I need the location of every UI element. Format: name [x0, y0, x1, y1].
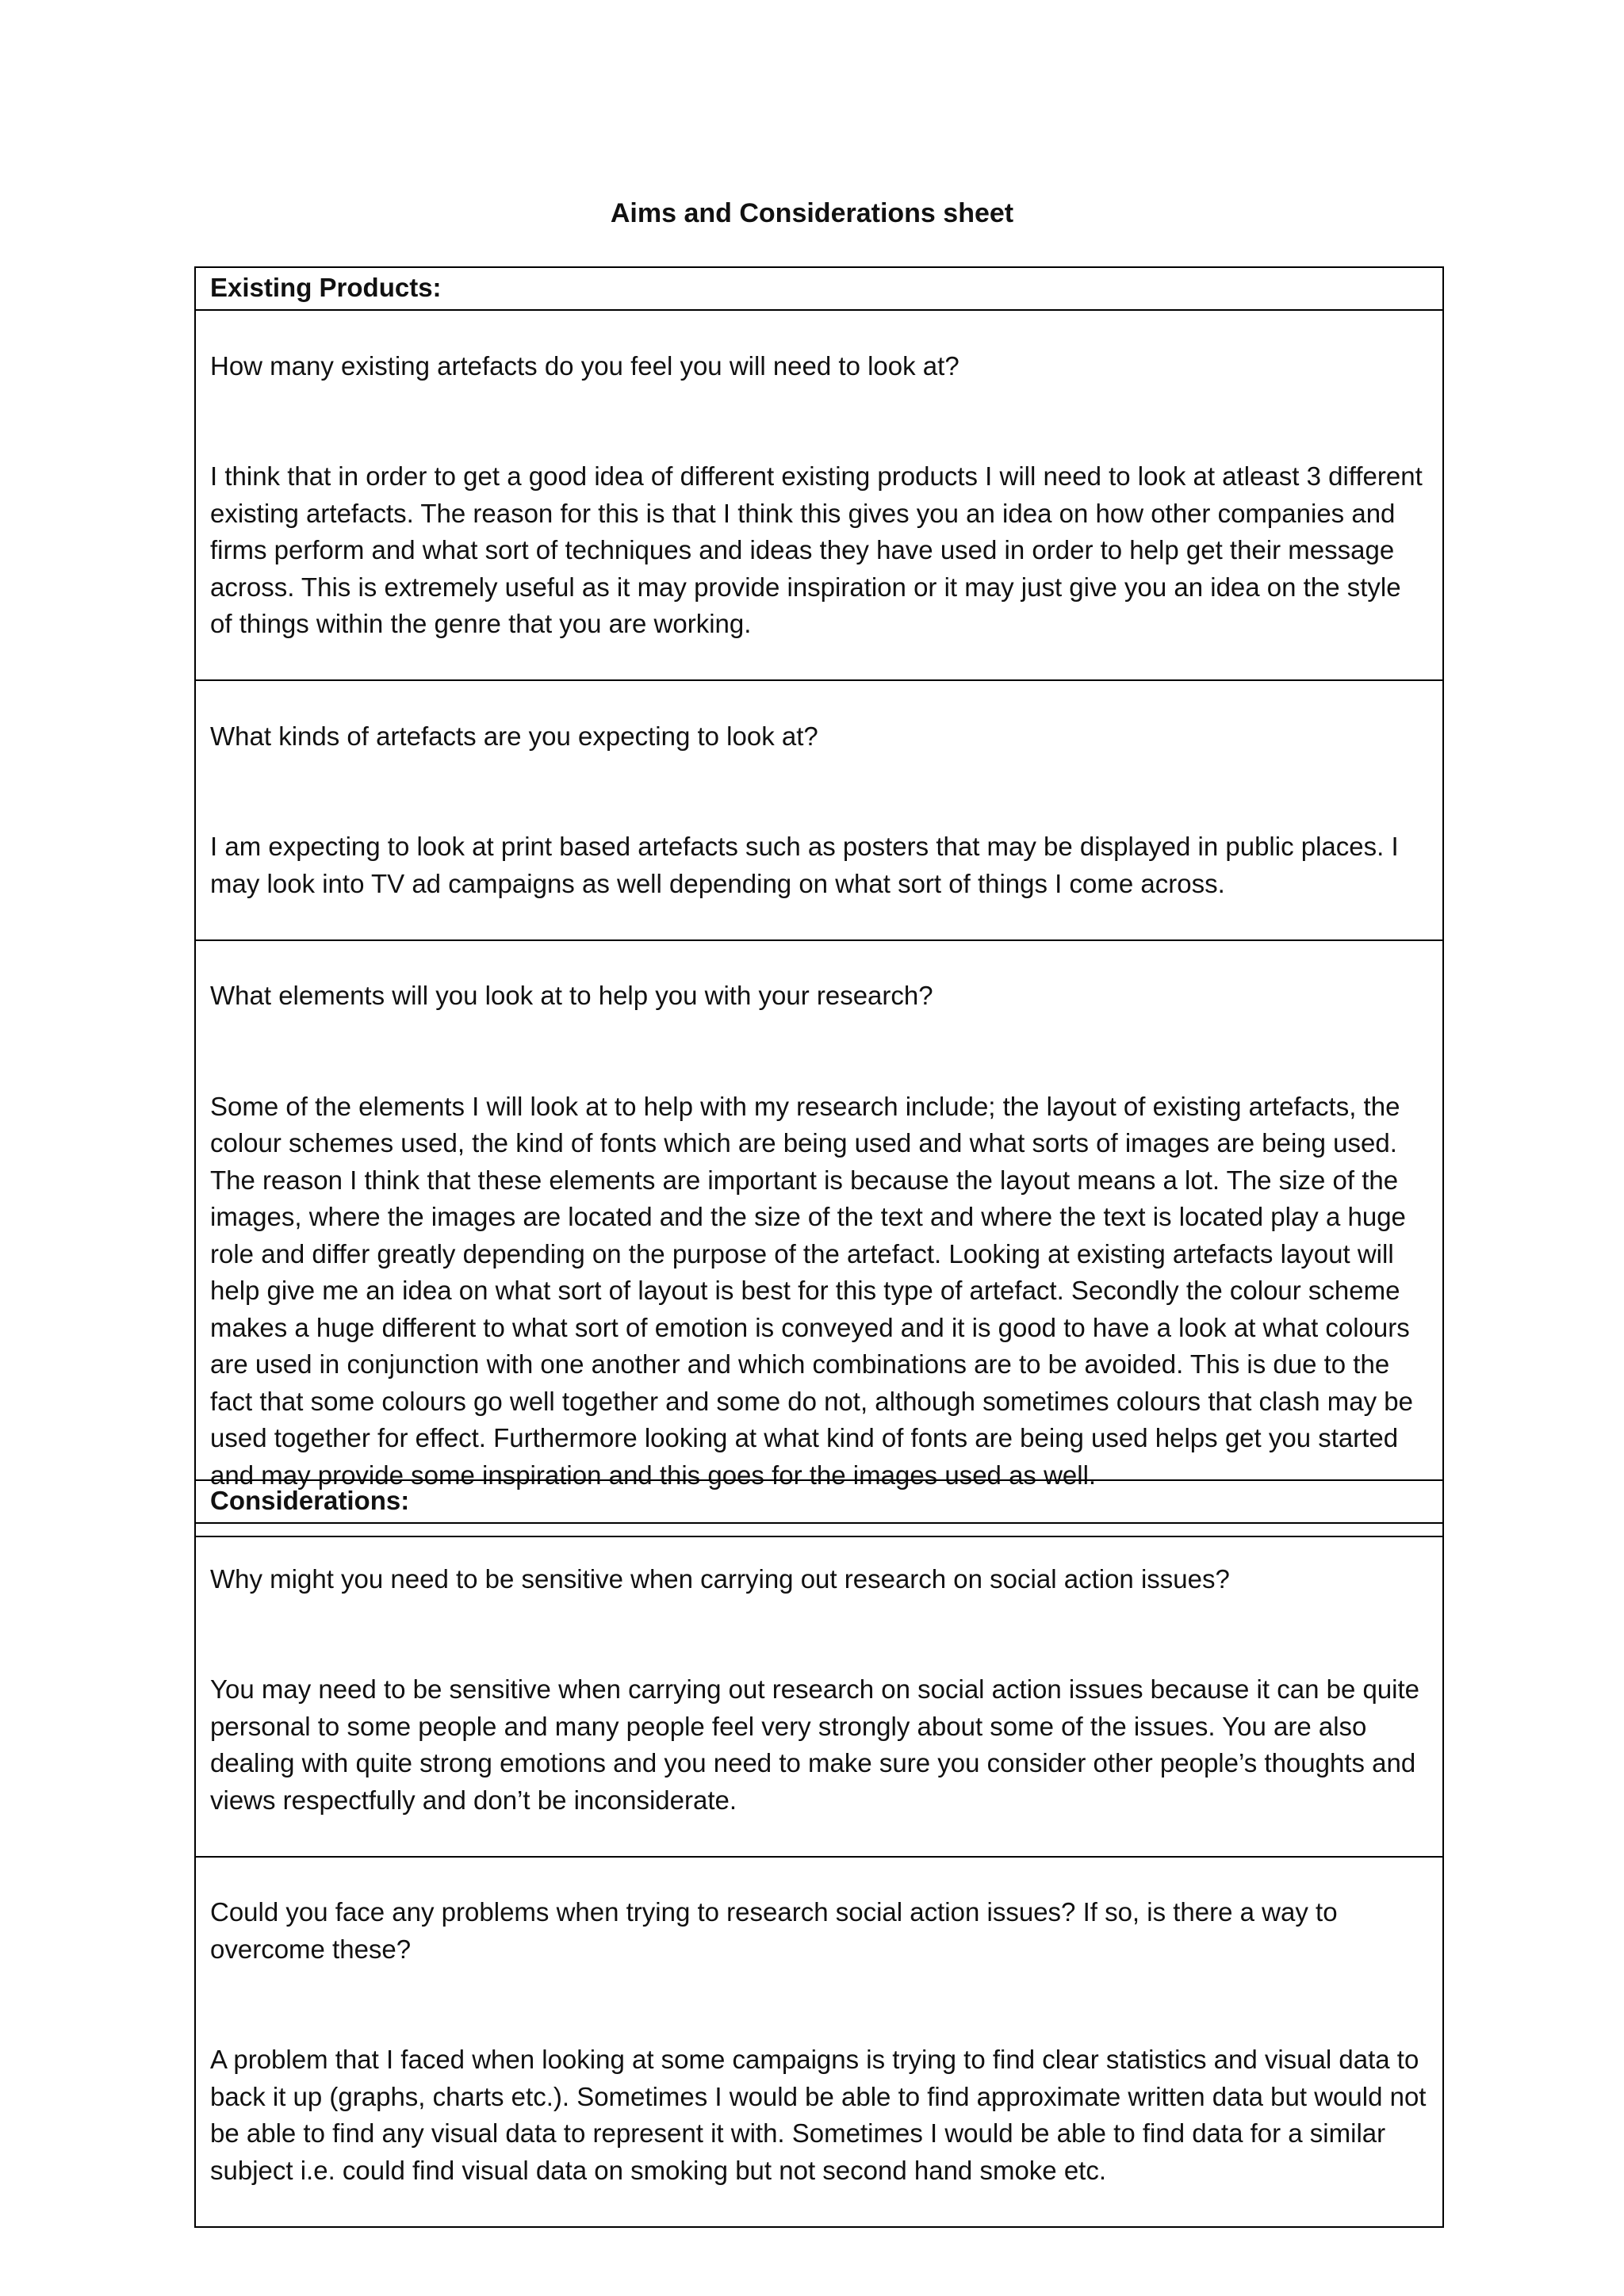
question-text: What elements will you look at to help you with your research? [210, 981, 933, 1010]
considerations-header: Considerations: [195, 1480, 1443, 1523]
question-cell [195, 310, 1443, 680]
existing-products-header: Existing Products: [195, 267, 1443, 310]
question-text: Could you face any problems when trying to research social action issues? If so, is there a way to overcome these? [210, 1897, 1338, 1964]
question-text: How many existing artefacts do you feel you will need to look at? [210, 350, 959, 381]
table-header-row [195, 1480, 1443, 1523]
table-row [195, 940, 1443, 1536]
answer-text: I am expecting to look at print based artefacts such as posters that may be displayed in public places. I may look into TV ad campaigns as well depending on what sort of things I come across. [210, 832, 1399, 898]
question-cell [195, 1523, 1443, 1857]
answer-text: Some of the elements I will look at to help with my research include; the layout of existing artefacts, the colour schemes used, the kind of fonts which are being used and what sorts of images are being used. The reason I think that these elements are important is because the layout means a lot. The size of the images, where the images are located and the size of the text and where the text is located play a huge role and differ greatly depending on the purpose of the artefact. Looking at existing artefacts layout will help give me an idea on what sort of layout is best for this type of artefact. Secondly the colour scheme makes a huge different to what sort of emotion is conveyed and it is good to have a look at what colours are used in conjunction with one another and which combinations are to be avoided. This is due to the fact that some colours go well together and some do not, although sometimes colours that clash may be used together for effect. Furthermore looking at what kind of fonts are being used helps get you started and may provide some inspiration and this goes for the images used as well. [210, 1091, 1413, 1490]
table-row [195, 680, 1443, 940]
table-header-row [195, 267, 1443, 310]
table-row [195, 1857, 1443, 2227]
existing-products-table [194, 266, 1444, 1537]
question-cell [195, 680, 1443, 940]
table-row [195, 310, 1443, 680]
page-title: Aims and Considerations sheet [610, 198, 1014, 228]
question-text: What kinds of artefacts are you expecting to look at? [210, 721, 818, 751]
question-text: Why might you need to be sensitive when carrying out research on social action issues? [210, 1563, 1230, 1594]
answer-text: I think that in order to get a good idea of different existing products I will need to look at atleast 3 different existing artefacts. The reason for this is that I think this gives you an idea on how other companies and firms perform and what sort of techniques and ideas they have used in order to help get their message across. This is extremely useful as it may provide inspiration or it may just give you an idea on the style of things within the genre that you are working. [210, 461, 1423, 638]
question-cell [195, 1857, 1443, 2227]
answer-text: You may need to be sensitive when carrying out research on social action issues because it can be quite personal to some people and many people feel very strongly about some of the issues. You are also dealing with quite strong emotions and you need to make sure you consider other people’s thoughts and views respectfully and don’t be inconsiderate. [210, 1674, 1420, 1815]
considerations-table [194, 1479, 1444, 2228]
answer-text: A problem that I faced when looking at some campaigns is trying to find clear statistics and visual data to back it up (graphs, charts etc.). Sometimes I would be able to find approximate written data but would not be able to find any visual data to represent it with. Sometimes I would be able to find data for a similar subject i.e. could find visual data on smoking but not second hand smoke etc. [210, 2045, 1427, 2185]
question-cell [195, 940, 1443, 1536]
table-row [195, 1523, 1443, 1857]
